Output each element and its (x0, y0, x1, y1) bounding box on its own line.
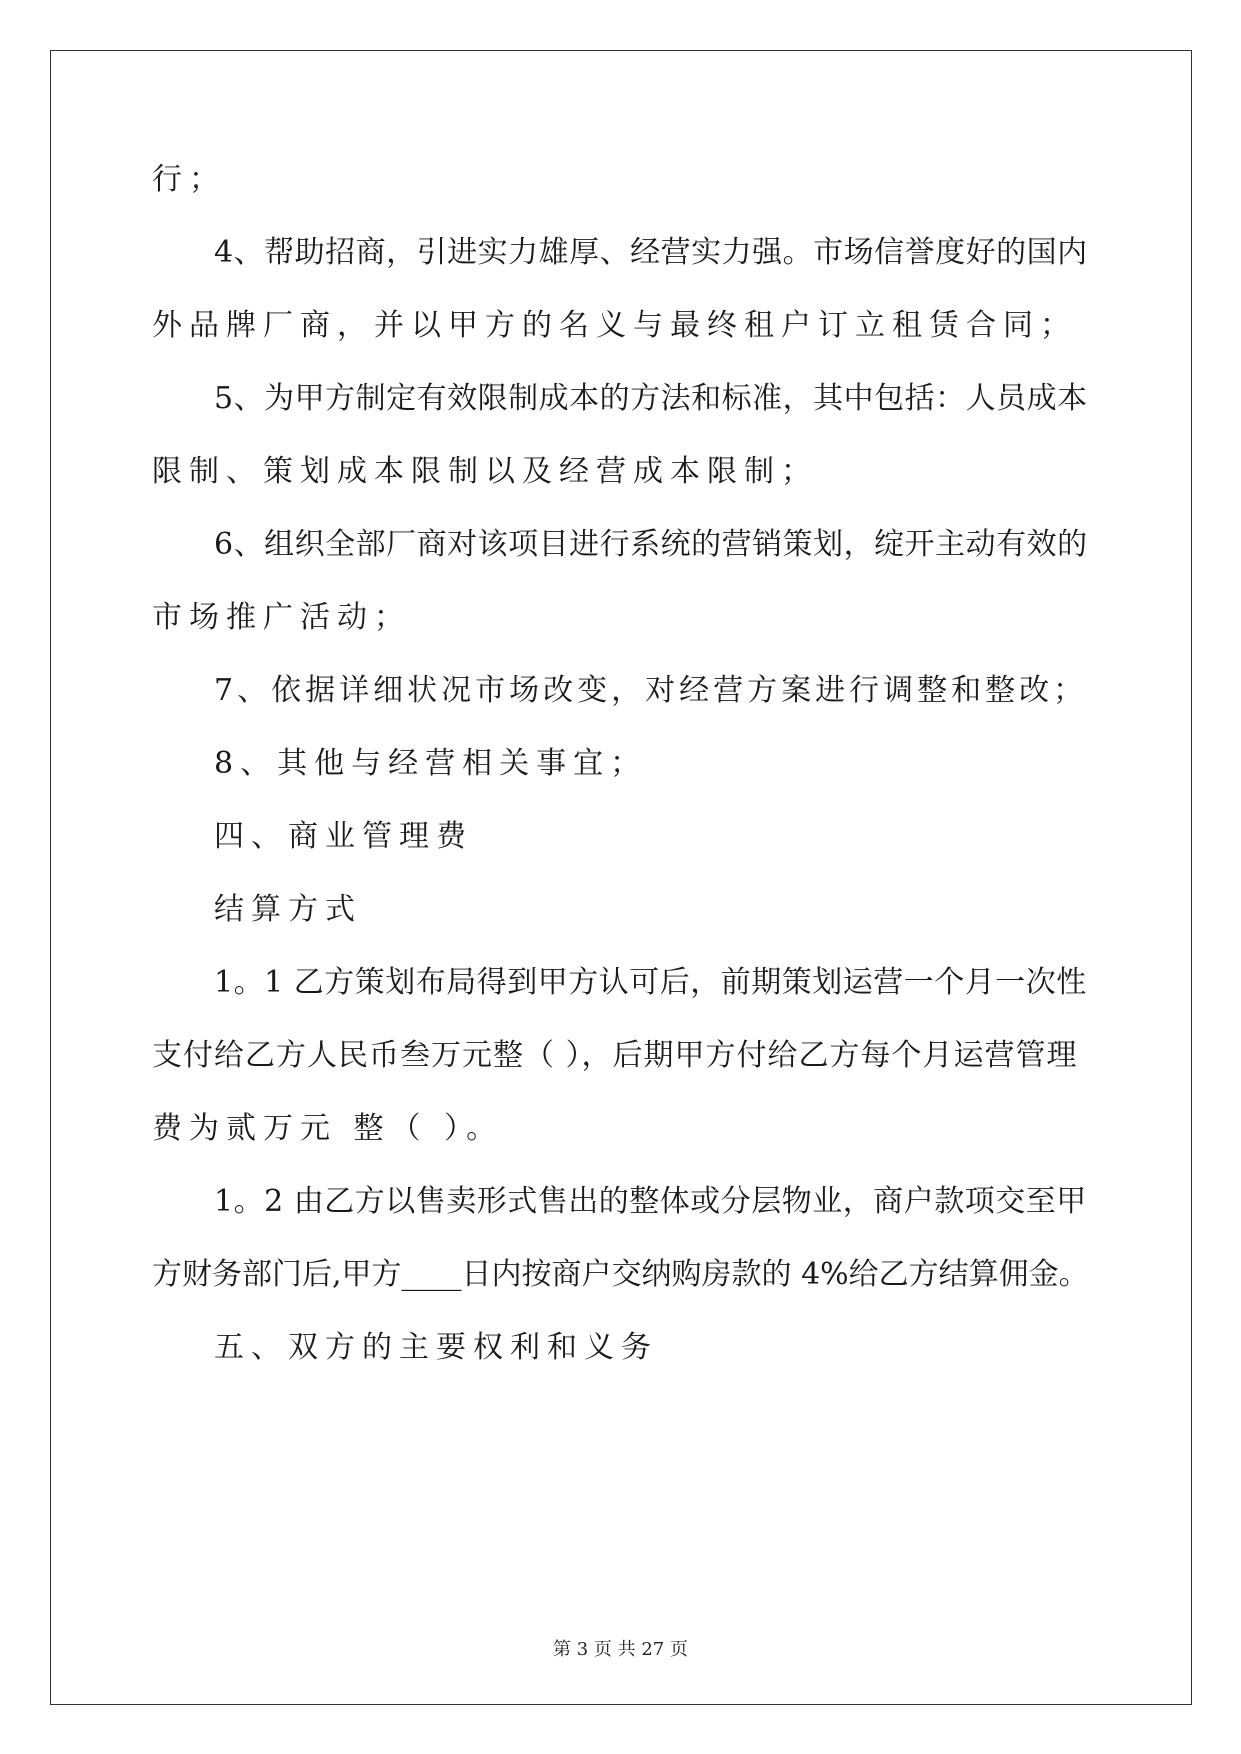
page-number-footer: 第 3 页 共 27 页 (553, 1639, 688, 1660)
text-line: 支付给乙方人民币叁万元整（ ），后期甲方付给乙方每个月运营管理 (152, 1038, 1078, 1073)
text-line: 7、依据详细状况市场改变，对经营方案进行调整和整改； (214, 673, 1088, 708)
text-line: 1。2 由乙方以售卖形式售出的整体或分层物业，商户款项交至甲 (214, 1184, 1087, 1219)
text-line: 限制、策划成本限制以及经营成本限制； (152, 454, 818, 489)
section-heading: 五、双方的主要权利和义务 (214, 1330, 658, 1365)
page-border (50, 50, 1192, 1705)
subsection-heading: 结算方式 (214, 892, 362, 927)
text-line: 市场推广活动； (152, 600, 411, 635)
text-line: 外品牌厂商，并以甲方的名义与最终租户订立租赁合同； (152, 308, 1077, 343)
text-line: 6、组织全部厂商对该项目进行系统的营销策划，绽开主动有效的 (214, 527, 1088, 562)
text-line: 费为贰万元 整（ ）。 (152, 1111, 504, 1146)
text-line: 行； (152, 162, 226, 197)
section-heading: 四、商业管理费 (214, 819, 473, 854)
text-line: 4、帮助招商，引进实力雄厚、经营实力强。市场信誉度好的国内 (214, 235, 1088, 270)
text-line: 1。1 乙方策划布局得到甲方认可后，前期策划运营一个月一次性 (214, 965, 1087, 1000)
text-line: 8、其他与经营相关事宜； (214, 746, 648, 781)
text-line: 方财务部门后,甲方____日内按商户交纳购房款的 4%给乙方结算佣金。 (152, 1257, 1089, 1292)
text-line: 5、为甲方制定有效限制成本的方法和标准，其中包括：人员成本 (214, 381, 1088, 416)
